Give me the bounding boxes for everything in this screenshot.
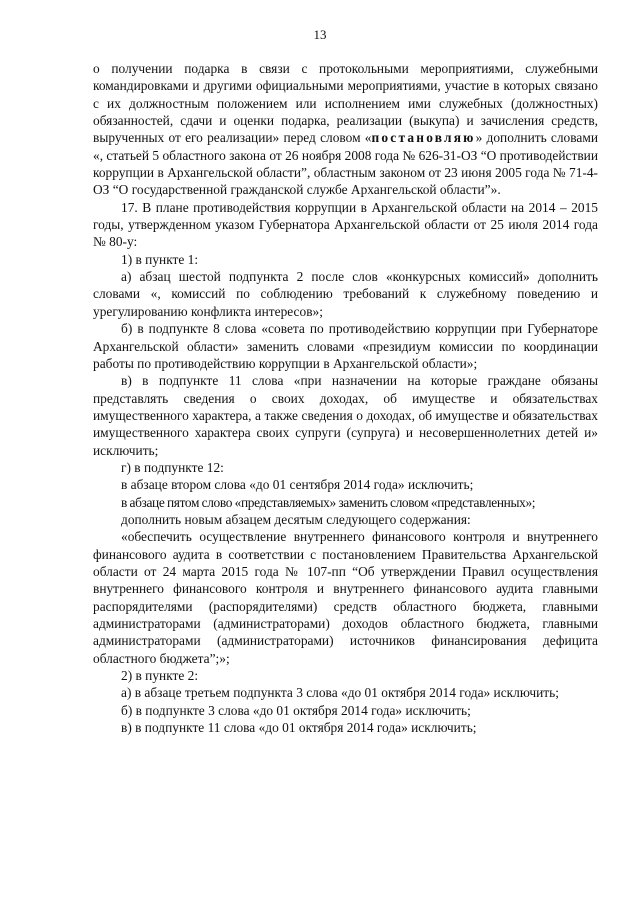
paragraph-12: 2) в пункте 2: (121, 668, 199, 684)
paragraph-1-bold-word: постановляю (371, 130, 476, 146)
paragraph-7: г) в подпункте 12: (121, 459, 224, 475)
paragraph-2: 17. В плане противодействия коррупции в Архангельской области на 2014 – 2015 годы, утвержденном указом Губернатора Архангельской области от 25 июля 2014 года № 80-у: (93, 199, 598, 250)
paragraph-10: дополнить новым абзацем десятым следующего содержания: (121, 511, 471, 527)
paragraph-14: б) в подпункте 3 слова «до 01 октября 2014 года» исключить; (121, 702, 471, 718)
page-number: 13 (313, 27, 327, 42)
paragraph-6: в) в подпункте 11 слова «при назначении на которые граждане обязаны представлять сведения о своих доходах, об имуществе и обязательствах имущественного характера, а также сведения о доходах, об имуществе и обязательствах имущественного характера своих супруги (супруга) и несовершеннолетних детей и» исключить; (93, 373, 598, 458)
document-body (93, 60, 598, 736)
paragraph-5: б) в подпункте 8 слова «совета по противодействию коррупции при Губернаторе Архангельской области» заменить словами «президиум комиссии по координации работы по противодействию коррупции в Архангельской области»; (93, 321, 598, 371)
paragraph-13: а) в абзаце третьем подпункта 3 слова «до 01 октября 2014 года» исключить; (121, 685, 559, 701)
paragraph-4: а) абзац шестой подпункта 2 после слов «конкурсных комиссий» дополнить словами «, комиссий по соблюдению требований к служебному поведению и урегулированию конфликта интересов»; (93, 269, 598, 319)
paragraph-1 (93, 60, 598, 199)
paragraph-8: в абзаце втором слова «до 01 сентября 2014 года» исключить; (121, 477, 474, 493)
paragraph-15: в) в подпункте 11 слова «до 01 октября 2014 года» исключить; (121, 720, 477, 736)
paragraph-11: «обеспечить осуществление внутреннего финансового контроля и внутреннего финансового аудита в соответствии с постановлением Правительства Архангельской области от 24 марта 2015 года № 107-пп “Об утверждении Правил осуществления внутреннего финансового контроля и внутреннего финансового аудита главными распорядителями (распорядителями) средств областного бюджета, главными администраторами (администраторами) доходов областного бюджета, главными администраторами (администраторами) источников финансирования дефицита областного бюджета”;»; (93, 529, 598, 666)
paragraph-3: 1) в пункте 1: (121, 251, 199, 267)
paragraph-1-rest: » дополнить словами «, статьей 5 областного закона от 26 ноября 2008 года № 626-31-ОЗ “О противодействии коррупции в Архангельской области”, областным законом от 23 июня 2005 года № 71-4-ОЗ “О государственной гражданской службе Архангельской области”». (93, 130, 598, 198)
paragraph-1-text: о получении подарка в связи с протокольными мероприятиями, служебными командировками и другими официальными мероприятиями, участие в которых связано с их должностным положением или исполнением ими служебных (должностных) обязанностей, сдачи и оценки подарка, реализации (выкупа) и зачисления средств, вырученных от его реализации» перед словом « (93, 61, 598, 146)
paragraph-9: в абзаце пятом слово «представляемых» заменить словом «представленных»; (121, 494, 536, 510)
